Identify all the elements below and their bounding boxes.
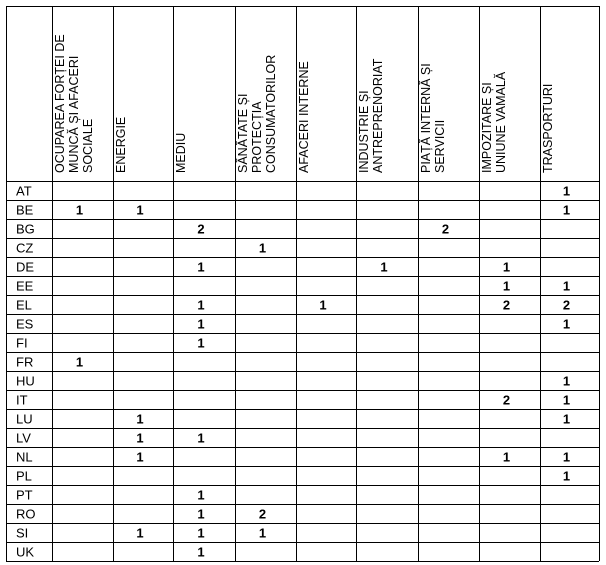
table-cell-value: 1: [197, 259, 205, 275]
table-cell-value: 2: [502, 392, 511, 408]
country-code: FR: [16, 354, 34, 370]
column-header-label: MEDIU: [174, 132, 188, 173]
country-code: CZ: [16, 240, 34, 256]
table-cell-value: 1: [75, 354, 84, 370]
table-cell-value: 1: [562, 392, 571, 408]
column-header-label: ENERGIE: [114, 116, 128, 173]
country-code: IT: [16, 392, 28, 408]
table-cell-value: 2: [441, 221, 450, 237]
country-code: AT: [16, 183, 32, 199]
table-cell-value: 1: [197, 297, 205, 313]
country-code: LU: [16, 411, 33, 427]
column-header-label: AFACERI INTERNE: [297, 61, 311, 173]
table-cell-value: 1: [197, 544, 205, 560]
table-cell-value: 2: [562, 297, 571, 313]
table-cell-value: 1: [197, 430, 205, 446]
country-code: EL: [16, 297, 32, 313]
country-code: DE: [16, 259, 35, 275]
table-cell-value: 1: [502, 278, 511, 294]
table-cell-value: 1: [562, 316, 571, 332]
table-cell-value: 2: [258, 506, 267, 522]
table-cell-value: 1: [562, 373, 571, 389]
column-header-label: SERVICII: [433, 119, 447, 173]
table-cell-value: 1: [136, 449, 144, 465]
country-code: PL: [16, 468, 32, 484]
table-cell-value: 2: [197, 221, 205, 237]
table-cell-value: 1: [562, 202, 571, 218]
country-code: RO: [16, 506, 36, 522]
table-cell-value: 1: [197, 316, 205, 332]
table-cell-value: 2: [502, 297, 511, 313]
column-header-label: INDUSTRIE ȘI: [357, 90, 371, 173]
column-header-label: SĂNĂTATE ȘI: [236, 93, 250, 173]
country-code: EE: [16, 278, 34, 294]
country-code: FI: [16, 335, 28, 351]
table-cell-value: 1: [562, 278, 571, 294]
table-cell-value: 1: [197, 335, 205, 351]
country-code: NL: [16, 449, 33, 465]
country-code: BE: [16, 202, 34, 218]
table-cell-value: 1: [562, 183, 571, 199]
column-header-label: SOCIALE: [81, 118, 95, 173]
table-cell-value: 1: [136, 202, 144, 218]
table-cell-value: 1: [258, 525, 267, 541]
table-cell-value: 1: [562, 468, 571, 484]
column-header-label: OCUPAREA FORȚEI DE: [53, 34, 67, 173]
table-cell-value: 1: [258, 240, 267, 256]
column-header-label: MUNCĂ ȘI AFACERI: [67, 55, 81, 173]
table-cell-value: 1: [197, 506, 205, 522]
table-cell-value: 1: [502, 259, 511, 275]
table-cell-value: 1: [502, 449, 511, 465]
table-cell-value: 1: [136, 411, 144, 427]
column-header-label: PROTECȚIA: [250, 101, 264, 173]
country-code: UK: [16, 544, 35, 560]
table-cell-value: 1: [380, 259, 388, 275]
country-code: ES: [16, 316, 34, 332]
column-header-label: TRASPORTURI: [541, 83, 555, 173]
table-cell-value: 1: [197, 525, 205, 541]
column-header-label: PIAȚĂ INTERNĂ ȘI: [419, 63, 433, 173]
country-code: HU: [16, 373, 35, 389]
column-header-label: UNIUNE VAMALĂ: [494, 71, 508, 173]
country-code: PT: [16, 487, 33, 503]
table-cell-value: 1: [197, 487, 205, 503]
column-header-label: ANTREPRENORIAT: [371, 58, 385, 173]
column-header-label: IMPOZITARE ȘI: [480, 82, 494, 173]
table-cell-value: 1: [319, 297, 327, 313]
table-cell-value: 1: [562, 411, 571, 427]
table-cell-value: 1: [75, 202, 84, 218]
country-code: LV: [16, 430, 31, 446]
table-cell-value: 1: [136, 525, 144, 541]
country-code: SI: [16, 525, 29, 541]
column-header-label: CONSUMATORILOR: [264, 54, 278, 173]
table-cell-value: 1: [562, 449, 571, 465]
table-cell-value: 1: [136, 430, 144, 446]
country-code: BG: [16, 221, 35, 237]
